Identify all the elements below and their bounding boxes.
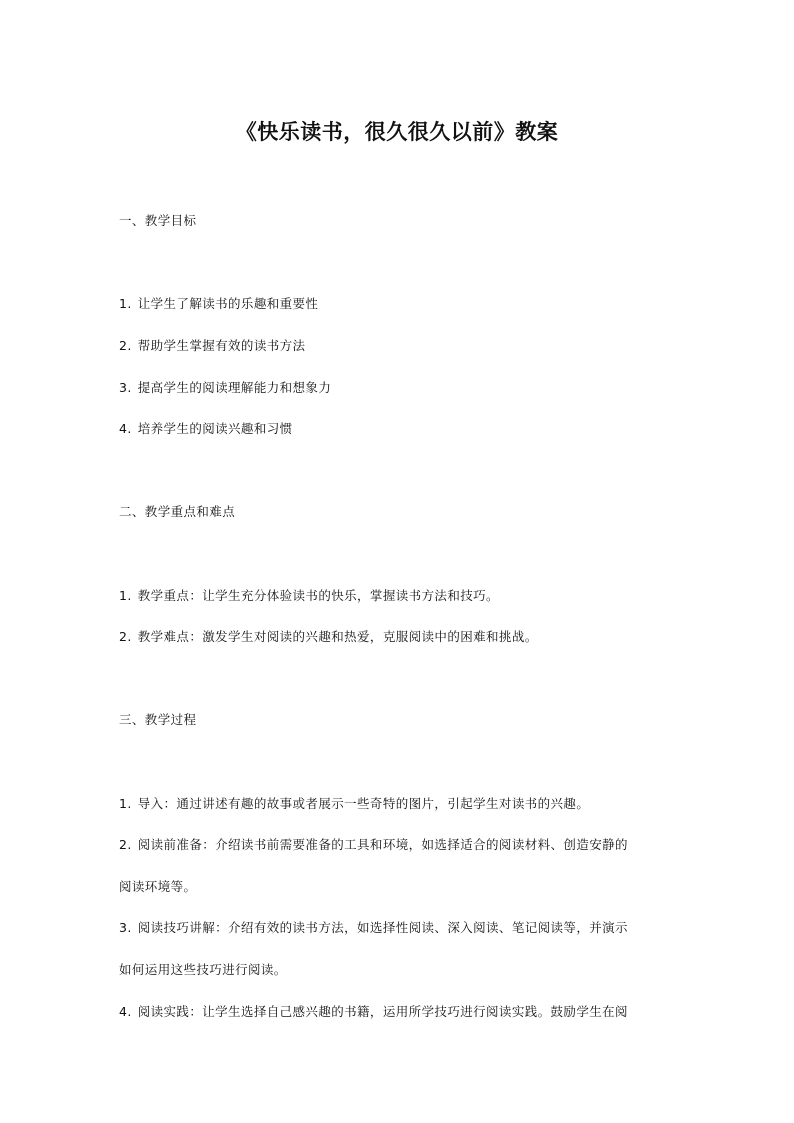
list-item-text: 教学难点：激发学生对阅读的兴趣和热爱，克服阅读中的困难和挑战。 <box>137 629 538 644</box>
list-item-number: 4. <box>119 1004 132 1019</box>
list-item <box>119 295 318 313</box>
list-item <box>119 420 293 438</box>
list-item <box>119 628 538 646</box>
list-item-text: 提高学生的阅读理解能力和想象力 <box>137 380 332 395</box>
section-heading-key-points: 二、教学重点和难点 <box>119 504 236 519</box>
list-item <box>119 836 628 854</box>
list-item-number: 3. <box>119 380 132 395</box>
list-item-text: 帮助学生掌握有效的读书方法 <box>137 338 306 353</box>
list-item-number: 1. <box>119 796 132 811</box>
section-heading-process: 三、教学过程 <box>119 712 197 727</box>
list-item-text: 阅读技巧讲解：介绍有效的读书方法，如选择性阅读、深入阅读、笔记阅读等，并演示 <box>137 920 628 935</box>
list-item <box>119 587 499 605</box>
list-item-continuation: 阅读环境等。 <box>119 879 197 894</box>
list-item-text: 阅读实践：让学生选择自己感兴趣的书籍，运用所学技巧进行阅读实践。鼓励学生在阅 <box>137 1004 628 1019</box>
list-item <box>119 1003 628 1021</box>
list-item-text: 阅读前准备：介绍读书前需要准备的工具和环境，如选择适合的阅读材料、创造安静的 <box>137 837 628 852</box>
list-item-text: 导入：通过讲述有趣的故事或者展示一些奇特的图片，引起学生对读书的兴趣。 <box>137 796 590 811</box>
list-item-text: 培养学生的阅读兴趣和习惯 <box>137 421 293 436</box>
list-item-number: 4. <box>119 421 132 436</box>
document-title: 《快乐读书，很久很久以前》教案 <box>235 120 559 144</box>
list-item <box>119 919 628 937</box>
list-item <box>119 379 331 397</box>
section-heading-objectives: 一、教学目标 <box>119 213 197 228</box>
list-item-number: 2. <box>119 837 132 852</box>
list-item-text: 教学重点：让学生充分体验读书的快乐，掌握读书方法和技巧。 <box>137 588 499 603</box>
list-item-number: 2. <box>119 338 132 353</box>
list-item-number: 1. <box>119 588 132 603</box>
list-item-number: 2. <box>119 629 132 644</box>
list-item-number: 1. <box>119 296 132 311</box>
list-item <box>119 337 305 355</box>
list-item <box>119 795 589 813</box>
list-item-number: 3. <box>119 920 132 935</box>
list-item-continuation: 如何运用这些技巧进行阅读。 <box>119 962 287 977</box>
list-item-text: 让学生了解读书的乐趣和重要性 <box>137 296 319 311</box>
